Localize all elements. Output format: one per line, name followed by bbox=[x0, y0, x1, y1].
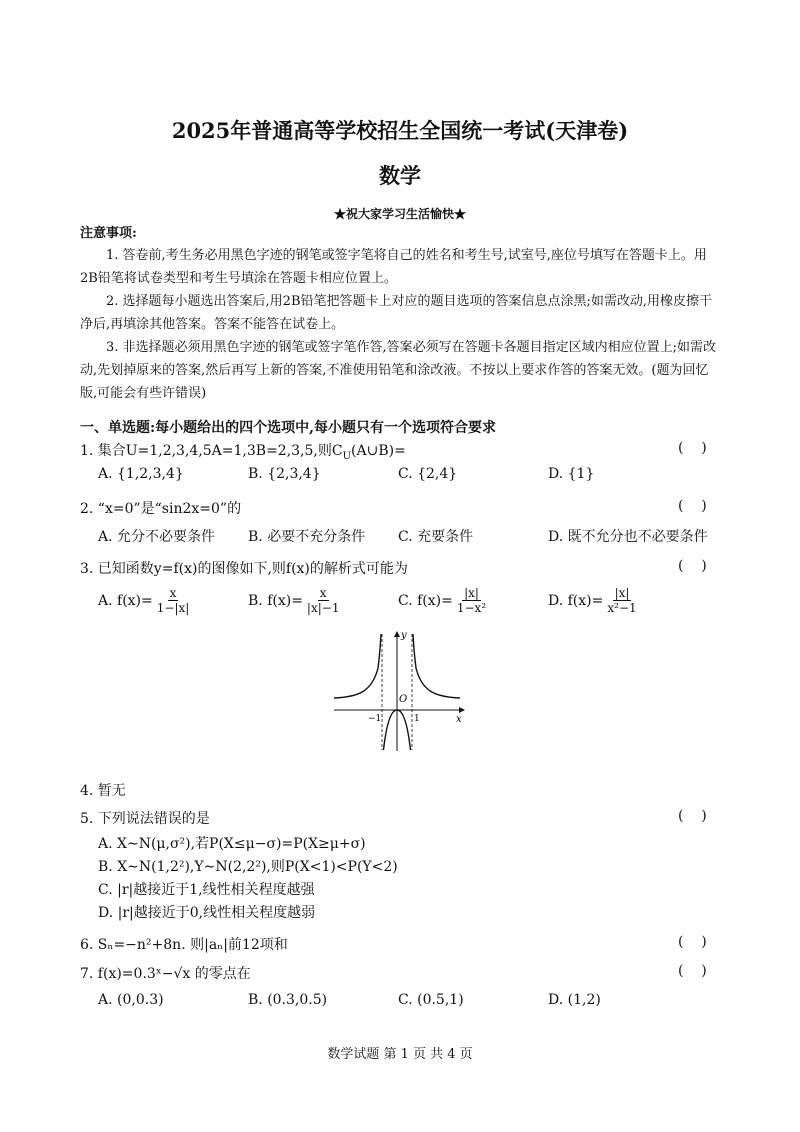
function-graph bbox=[330, 628, 470, 753]
option-c: C. 充要条件 bbox=[398, 529, 474, 545]
question-5-stem: 5. 下列说法错误的是 bbox=[80, 811, 210, 827]
fraction-numerator: |x| bbox=[614, 586, 630, 600]
question-6-stem: 6. Sₙ=−n²+8n. 则|aₙ|前12项和 bbox=[80, 937, 288, 953]
answer-paren: ( ) bbox=[678, 934, 707, 950]
option-a: A. (0,0.3) bbox=[98, 992, 164, 1008]
option-a: A. X∼N(μ,σ²),若P(X≤μ−σ)=P(X≥μ+σ) bbox=[98, 836, 366, 852]
option-d: D. (1,2) bbox=[548, 992, 601, 1008]
question-3-stem: 3. 已知函数y=f(x)的图像如下,则f(x)的解析式可能为 bbox=[80, 561, 408, 577]
curve-left-branch bbox=[334, 634, 381, 698]
option-b: B. {2,3,4} bbox=[248, 466, 321, 482]
question-1-stem: 1. 集合U=1,2,3,4,5A=1,3B=2,3,5,则$C_U(A\cup B)=$ bbox=[80, 443, 406, 462]
answer-paren: ( ) bbox=[678, 558, 707, 574]
option-c: C. |r|越接近于1,线性相关程度越强 bbox=[98, 882, 315, 898]
fraction-numerator: x bbox=[169, 586, 177, 600]
fraction-denominator: |x|−1 bbox=[306, 601, 340, 615]
note-item: 2. 选择题每小题选出答案后,用2B铅笔把答题卡上对应的题目选项的答案信息点涂黑;如需改动,用橡皮擦干净后,再填涂其他答案。答案不能答在试卷上。 bbox=[80, 294, 713, 332]
option-a: A. 允分不必要条件 bbox=[98, 529, 216, 545]
note-item: 3. 非选择题必须用黑色字迹的钢笔或签字笔作答,答案必须写在答题卡各题目指定区域内相应位置上;如需改动,先划掉原来的答案,然后再写上新的答案,不准使用铅笔和涂改液。不按以上要求作答的答案无效。(题为回忆版,可能会有些许错误) bbox=[80, 340, 717, 401]
exam-title: 2025年普通高等学校招生全国统一考试(天津卷) bbox=[171, 118, 629, 143]
option-b: B. f(x)= $\frac{x}{|x|-1}$ bbox=[248, 586, 340, 615]
origin-label: O bbox=[399, 694, 408, 705]
fraction-denominator: 1−x² bbox=[456, 601, 487, 615]
question-7-stem: 7. f(x)=0.3ˣ−√x 的零点在 bbox=[80, 966, 251, 982]
fraction-denominator: x²−1 bbox=[607, 601, 637, 615]
answer-paren: ( ) bbox=[678, 808, 707, 824]
option-b: B. (0.3,0.5) bbox=[248, 992, 328, 1008]
fraction-numerator: |x| bbox=[464, 586, 479, 600]
option-a: A. {1,2,3,4} bbox=[98, 466, 184, 482]
question-2-stem: 2. “x=0”是“sin2x=0”的 bbox=[80, 501, 242, 517]
tick-label-neg-one: −1 bbox=[368, 714, 382, 724]
note-item: 1. 答卷前,考生务必用黑色字迹的钢笔或签字笔将自己的姓名和考生号,试室号,座位号填写在答题卡上。用2B铅笔将试卷类型和考生号填涂在答题卡相应位置上。 bbox=[80, 248, 707, 286]
page-footer: 数学试题 第 1 页 共 4 页 bbox=[327, 1047, 473, 1062]
curve-right-branch bbox=[413, 634, 460, 698]
option-a: A. f(x)= $\frac{x}{1-|x|}$ bbox=[98, 586, 190, 615]
answer-paren: ( ) bbox=[678, 963, 707, 979]
option-d: D. f(x)= $\frac{|x|}{\text{x²−1}}$ bbox=[548, 586, 637, 615]
option-d: D. 既不允分也不必要条件 bbox=[548, 529, 708, 545]
x-axis-label: x bbox=[456, 714, 462, 725]
option-c: C. f(x)= $\frac{|x|}{\text{1−x²}}$ bbox=[398, 586, 487, 615]
motto: ★祝大家学习生活愉快★ bbox=[333, 207, 466, 221]
fraction-numerator: x bbox=[319, 586, 327, 600]
option-d: D. {1} bbox=[548, 466, 595, 482]
answer-paren: ( ) bbox=[678, 440, 707, 456]
fraction-denominator: 1−|x| bbox=[156, 601, 190, 615]
option-c: C. {2,4} bbox=[398, 466, 458, 482]
option-d: D. |r|越接近于0,线性相关程度越弱 bbox=[98, 905, 316, 921]
answer-paren: ( ) bbox=[678, 498, 707, 514]
tick-label-one: 1 bbox=[414, 714, 420, 724]
y-axis-label: y bbox=[401, 630, 407, 641]
exam-subject: 数学 bbox=[379, 163, 421, 188]
option-b: B. X∼N(1,2²),Y∼N(2,2²),则P(X<1)<P(Y<2) bbox=[98, 859, 398, 875]
question-4-stem: 4. 暂无 bbox=[80, 783, 126, 799]
notes-heading: 注意事项: bbox=[80, 226, 137, 241]
option-b: B. 必要不充分条件 bbox=[248, 529, 366, 545]
notes-list bbox=[80, 244, 720, 405]
section-heading: 一、单选题:每小题给出的四个选项中,每小题只有一个选项符合要求 bbox=[80, 420, 497, 436]
option-c: C. (0.5,1) bbox=[398, 992, 464, 1008]
